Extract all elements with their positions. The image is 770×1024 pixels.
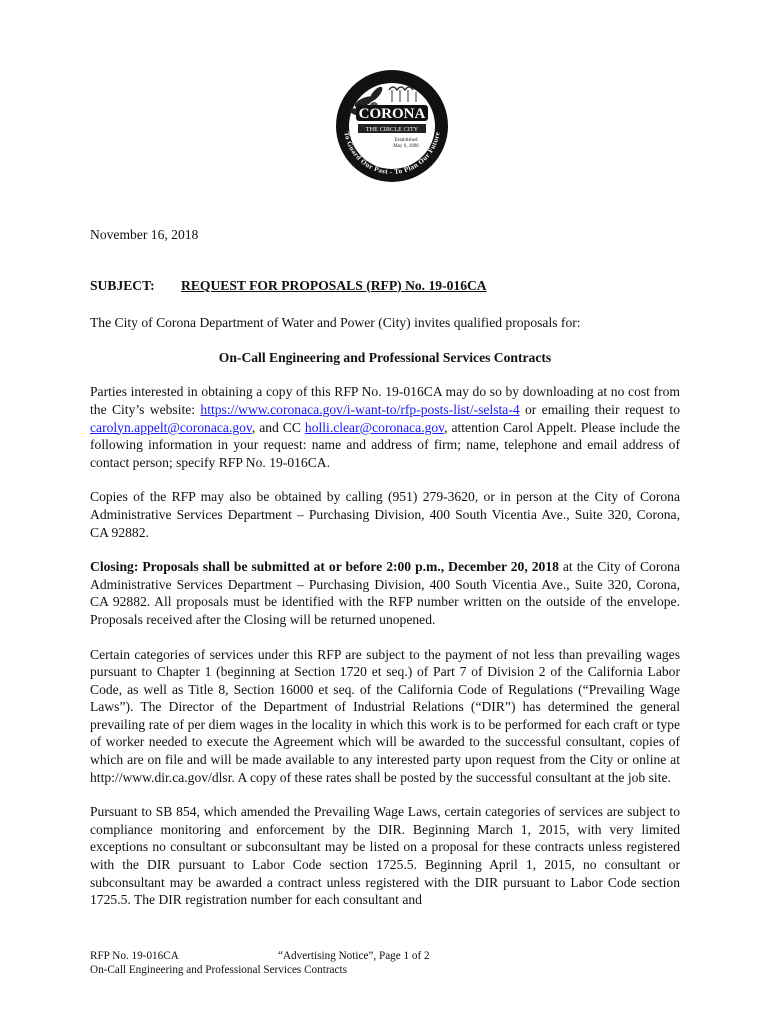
holli-email-link[interactable]: holli.clear@coronaca.gov: [304, 419, 445, 435]
logo-name: CORONA: [358, 106, 426, 122]
subject-line: [90, 277, 680, 295]
closing-bold: Closing: Proposals shall be submitted at or before 2:00 p.m., December 20, 2018: [90, 559, 559, 575]
download-text-2: or emailing their request to: [519, 401, 680, 417]
city-seal-logo: [334, 68, 450, 184]
footer-project: On-Call Engineering and Professional Services Contracts: [90, 964, 347, 976]
logo-tagline: THE CIRCLE CITY: [365, 126, 419, 133]
intro-paragraph: The City of Corona Department of Water and Power (City) invites qualified proposals for:: [90, 315, 581, 331]
page-footer: [90, 949, 690, 977]
download-paragraph: [90, 383, 680, 471]
download-text-3: , and CC: [251, 419, 305, 435]
subject-value: REQUEST FOR PROPOSALS (RFP) No. 19-016CA: [181, 277, 487, 293]
closing-rest: at the City of Corona Administrative Services Department – Purchasing Division, 400 South Vicentia Ave., Suite 320, Corona, CA 92882. All proposals must be identified with the RFP number written on the outside of the envelope. Proposals received after the Closing will be returned unopened.: [90, 559, 681, 627]
letter-date: November 16, 2018: [90, 227, 199, 242]
copies-paragraph: Copies of the RFP may also be obtained by calling (951) 279-3620, or in person at the City of Corona Administrative Services Department – Purchasing Division, 400 South Vicentia Ave., Suite 320, Corona, CA 92882.: [90, 489, 680, 540]
logo-established: Established: [394, 138, 418, 143]
sb854-paragraph: Pursuant to SB 854, which amended the Prevailing Wage Laws, certain categories of services are subject to compliance monitoring and enforcement by the DIR. Beginning March 1, 2015, with very limited exceptions no consultant or subconsultant may be listed on a proposal for these contracts unless registered with the DIR pursuant to Labor Code section 1725.5. Beginning April 1, 2015, no consultant or subconsultant may be awarded a contract unless registered with the DIR pursuant to Labor Code section 1725.5. The DIR registration number for each consultant and: [90, 804, 680, 908]
closing-paragraph: [90, 558, 680, 628]
footer-page-notice: “Advertising Notice”, Page 1 of 2: [278, 950, 430, 962]
carolyn-email-link[interactable]: carolyn.appelt@coronaca.gov: [90, 419, 252, 435]
letter-body: [90, 226, 680, 909]
download-text-1: Parties interested in obtaining a copy of this RFP No. 19-016CA may do so by downloading at no cost from the City’s website:: [90, 384, 680, 417]
contract-title: On-Call Engineering and Professional Services Contracts: [218, 349, 552, 365]
subject-label: SUBJECT:: [90, 277, 155, 293]
prevailing-wage-paragraph: Certain categories of services under this RFP are subject to the payment of not less than prevailing wages pursuant to Chapter 1 (beginning at Section 1720 et seq.) of Part 7 of Division 2 of the California Labor Code, as well as Title 8, Section 16000 et seq. of the California Code of Regulations (“Prevailing Wage Laws”). The Director of the Department of Industrial Relations (“DIR”) has determined the general prevailing rate of per diem wages in the locality in which this work is to be performed for each craft or type of worker needed to execute the Agreement which will be awarded to the successful consultant, copies of which are on file and will be made available to any interested party upon request from the City or online at http://www.dir.ca.gov/dlsr. A copy of these rates shall be posted by the successful consultant at the job site.: [90, 646, 680, 785]
logo-established-date: May 6, 1896: [393, 144, 419, 149]
download-text-4: , attention Carol Appelt. Please include the following information in your request: name and address of firm; name, telephone and email address of contact person; specify RFP No. 19-016CA.: [90, 419, 680, 470]
footer-rfp-number: RFP No. 19-016CA: [90, 950, 179, 962]
rfp-website-link[interactable]: https://www.coronaca.gov/i-want-to/rfp-posts-list/-selsta-4: [200, 401, 520, 417]
logo-motto: To Guard Our Past - To Plan Our Future: [342, 131, 442, 177]
